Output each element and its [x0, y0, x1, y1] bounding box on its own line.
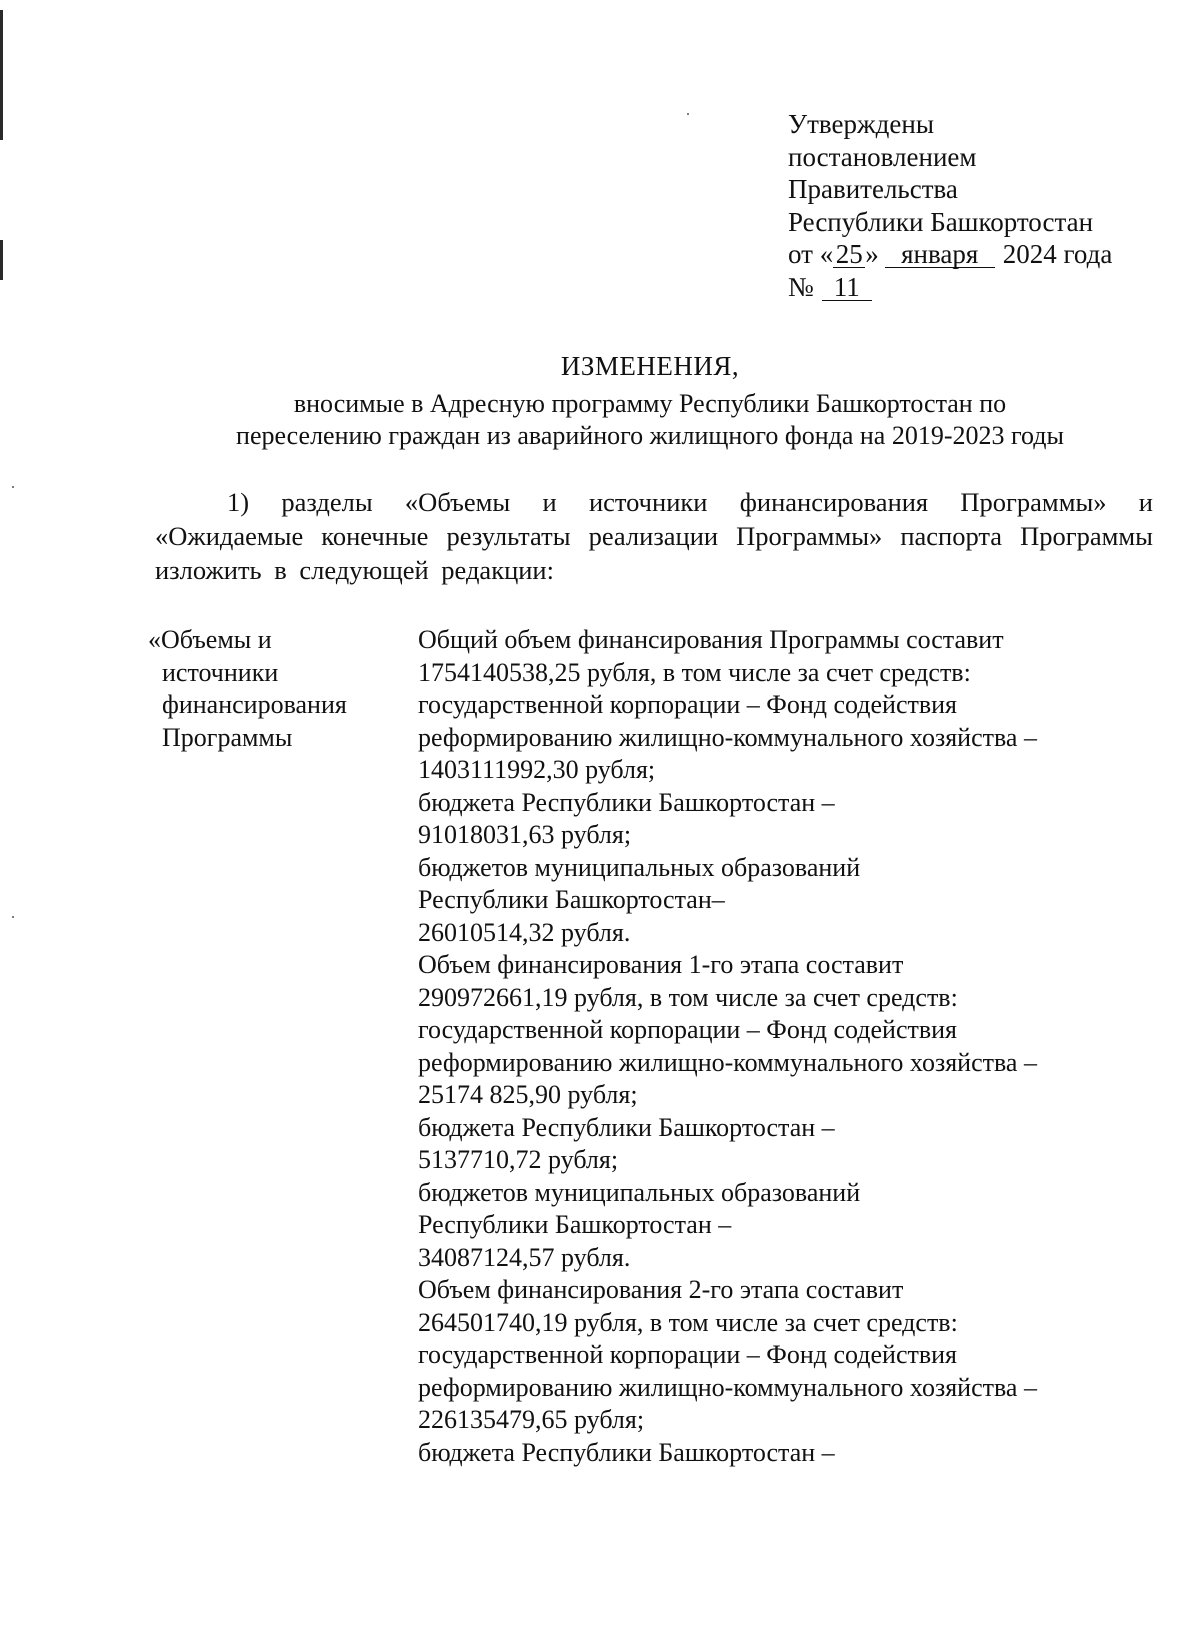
approval-number [788, 271, 1112, 304]
approval-block [788, 108, 1112, 303]
content-line: государственной корпорации – Фонд содействия [418, 690, 958, 719]
content-line: 1754140538,25 рубля, в том числе за счет средств: [418, 657, 971, 687]
content-line: Объем финансирования 1-го этапа составит [418, 950, 904, 979]
passport-content [418, 624, 1178, 1469]
content-line: 34087124,57 рубля. [418, 1242, 631, 1272]
approval-line: Республики Башкортостан [788, 206, 1094, 237]
content-line: Объем финансирования 2-го этапа составит [418, 1275, 904, 1304]
scan-edge-mark [0, 240, 3, 280]
content-line: 1403111992,30 рубля; [418, 755, 656, 784]
date-prefix: от « [788, 239, 834, 269]
intro-paragraph: 1) разделы «Объемы и источники финансирования Программы» и «Ожидаемые конечные результаты реализации Программы» паспорта Программы изложить в следующей редакции: [155, 487, 1153, 585]
subtitle-line: вносимые в Адресную программу Республики Башкортостан по [293, 389, 1007, 418]
date-month: января [885, 241, 995, 268]
document-title: ИЗМЕНЕНИЯ, [560, 351, 740, 381]
content-line: 264501740,19 рубля, в том числе за счет средств: [418, 1307, 958, 1337]
content-line: Республики Башкортостан– [418, 885, 725, 914]
document-subtitle [150, 388, 1150, 452]
content-line: реформированию жилищно-коммунального хозяйства – [418, 722, 1037, 752]
label-line: источники [162, 657, 279, 687]
approval-line: Правительства [788, 174, 958, 204]
scan-speck [12, 486, 14, 488]
content-line: 226135479,65 рубля; [418, 1405, 645, 1434]
content-line: 290972661,19 рубля, в том числе за счет средств: [418, 982, 958, 1012]
approval-line: постановлением [788, 141, 977, 172]
scan-speck [687, 113, 689, 115]
content-line: реформированию жилищно-коммунального хозяйства – [418, 1047, 1037, 1077]
passport-label [148, 624, 398, 754]
date-close: » [865, 239, 879, 269]
number-prefix: № [788, 271, 814, 302]
scan-edge-mark [0, 10, 3, 140]
approval-date [788, 238, 1112, 271]
content-line: бюджета Республики Башкортостан – [418, 1437, 835, 1467]
content-line: 25174 825,90 рубля; [418, 1080, 638, 1109]
content-line: реформированию жилищно-коммунального хозяйства – [418, 1372, 1037, 1402]
label-line: «Объемы и [148, 625, 272, 654]
number-value: 11 [822, 274, 872, 301]
content-line: Общий объем финансирования Программы составит [418, 625, 1004, 654]
content-line: 26010514,32 рубля. [418, 917, 631, 947]
date-day: 25 [833, 241, 865, 268]
subtitle-line: переселению граждан из аварийного жилищного фонда на 2019-2023 годы [236, 421, 1064, 450]
label-line: Программы [162, 722, 293, 752]
content-line: бюджетов муниципальных образований [418, 852, 861, 882]
content-line: Республики Башкортостан – [418, 1210, 732, 1239]
content-line: бюджета Республики Башкортостан – [418, 787, 835, 817]
content-line: 91018031,63 рубля; [418, 820, 632, 849]
label-line: финансирования [162, 690, 347, 719]
content-line: государственной корпорации – Фонд содействия [418, 1015, 958, 1044]
date-year: 2024 года [1002, 239, 1113, 269]
content-line: 5137710,72 рубля; [418, 1145, 619, 1174]
content-line: государственной корпорации – Фонд содействия [418, 1340, 958, 1369]
content-line: бюджета Республики Башкортостан – [418, 1112, 835, 1142]
content-line: бюджетов муниципальных образований [418, 1177, 861, 1207]
approval-line: Утверждены [788, 109, 934, 139]
scan-speck [12, 916, 14, 918]
